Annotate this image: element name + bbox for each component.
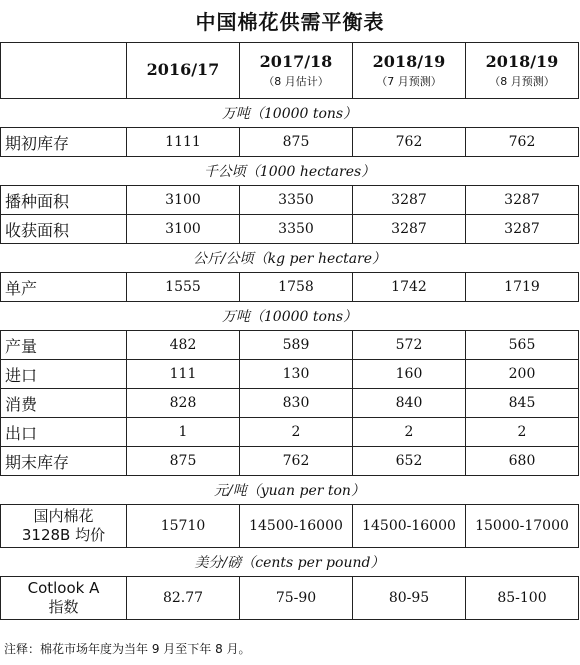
cell: 2 xyxy=(353,418,466,447)
table-row xyxy=(1,447,579,476)
row-label: 消费 xyxy=(1,389,127,418)
balance-table xyxy=(0,42,579,620)
row-label: 出口 xyxy=(1,418,127,447)
unit-row xyxy=(1,548,579,577)
cell: 14500-16000 xyxy=(240,505,353,548)
table-row xyxy=(1,128,579,157)
header-row xyxy=(1,43,579,99)
header-year: 2016/17 xyxy=(146,60,220,79)
cell: 875 xyxy=(127,447,240,476)
table-row xyxy=(1,389,579,418)
header-col-1 xyxy=(127,43,240,99)
unit-row xyxy=(1,476,579,505)
table-row xyxy=(1,577,579,620)
unit-label: 元/吨（yuan per ton） xyxy=(1,476,579,505)
table-row xyxy=(1,331,579,360)
footnote: 注释：棉花市场年度为当年 9 月至下年 8 月。 xyxy=(4,642,251,656)
cell: 82.77 xyxy=(127,577,240,620)
table-row xyxy=(1,360,579,389)
cell: 2 xyxy=(466,418,579,447)
unit-row xyxy=(1,157,579,186)
unit-label: 公斤/公顷（kg per hectare） xyxy=(1,244,579,273)
cell: 680 xyxy=(466,447,579,476)
row-label-line: 指数 xyxy=(48,598,79,616)
cell: 652 xyxy=(353,447,466,476)
cell: 762 xyxy=(466,128,579,157)
cell: 845 xyxy=(466,389,579,418)
row-label xyxy=(1,577,127,620)
row-label-line: 3128B 均价 xyxy=(21,526,106,544)
cell: 200 xyxy=(466,360,579,389)
row-label-line: 国内棉花 xyxy=(33,507,94,525)
cell: 111 xyxy=(127,360,240,389)
cell: 3287 xyxy=(466,186,579,215)
cell: 1719 xyxy=(466,273,579,302)
cell: 830 xyxy=(240,389,353,418)
cell: 875 xyxy=(240,128,353,157)
cell: 828 xyxy=(127,389,240,418)
cell: 15000-17000 xyxy=(466,505,579,548)
header-year: 2018/19 xyxy=(485,52,559,71)
header-year: 2017/18 xyxy=(259,52,333,71)
table-row xyxy=(1,215,579,244)
unit-label: 美分/磅（cents per pound） xyxy=(1,548,579,577)
row-label: 期末库存 xyxy=(1,447,127,476)
row-label: 期初库存 xyxy=(1,128,127,157)
cell: 15710 xyxy=(127,505,240,548)
header-blank xyxy=(1,43,127,99)
cell: 3100 xyxy=(127,186,240,215)
cell: 572 xyxy=(353,331,466,360)
header-col-3 xyxy=(353,43,466,99)
cell: 1 xyxy=(127,418,240,447)
row-label: 播种面积 xyxy=(1,186,127,215)
unit-row xyxy=(1,99,579,128)
cell: 3350 xyxy=(240,215,353,244)
unit-label: 万吨（10000 tons） xyxy=(1,302,579,331)
table-row xyxy=(1,418,579,447)
row-label: 进口 xyxy=(1,360,127,389)
table-row xyxy=(1,273,579,302)
cell: 2 xyxy=(240,418,353,447)
header-col-2 xyxy=(240,43,353,99)
cell: 1111 xyxy=(127,128,240,157)
unit-label: 千公顷（1000 hectares） xyxy=(1,157,579,186)
cell: 130 xyxy=(240,360,353,389)
cell: 565 xyxy=(466,331,579,360)
cell: 482 xyxy=(127,331,240,360)
row-label: 产量 xyxy=(1,331,127,360)
page-title: 中国棉花供需平衡表 xyxy=(195,10,385,34)
header-col-4 xyxy=(466,43,579,99)
cell: 85-100 xyxy=(466,577,579,620)
cell: 3287 xyxy=(353,215,466,244)
cell: 1742 xyxy=(353,273,466,302)
header-year: 2018/19 xyxy=(372,52,446,71)
cell: 3350 xyxy=(240,186,353,215)
table-row xyxy=(1,505,579,548)
table-row xyxy=(1,186,579,215)
cell: 160 xyxy=(353,360,466,389)
cell: 75-90 xyxy=(240,577,353,620)
row-label: 单产 xyxy=(1,273,127,302)
header-sub: （8 月预测） xyxy=(489,75,555,88)
row-label-line: Cotlook A xyxy=(27,579,100,597)
unit-label: 万吨（10000 tons） xyxy=(1,99,579,128)
cell: 14500-16000 xyxy=(353,505,466,548)
header-sub: （8 月估计） xyxy=(263,75,329,88)
cell: 3100 xyxy=(127,215,240,244)
cell: 3287 xyxy=(466,215,579,244)
row-label: 收获面积 xyxy=(1,215,127,244)
cell: 840 xyxy=(353,389,466,418)
cell: 589 xyxy=(240,331,353,360)
unit-row xyxy=(1,302,579,331)
cell: 80-95 xyxy=(353,577,466,620)
unit-row xyxy=(1,244,579,273)
cell: 762 xyxy=(240,447,353,476)
header-sub: （7 月预测） xyxy=(376,75,442,88)
row-label xyxy=(1,505,127,548)
cell: 1555 xyxy=(127,273,240,302)
cell: 1758 xyxy=(240,273,353,302)
cell: 3287 xyxy=(353,186,466,215)
cell: 762 xyxy=(353,128,466,157)
